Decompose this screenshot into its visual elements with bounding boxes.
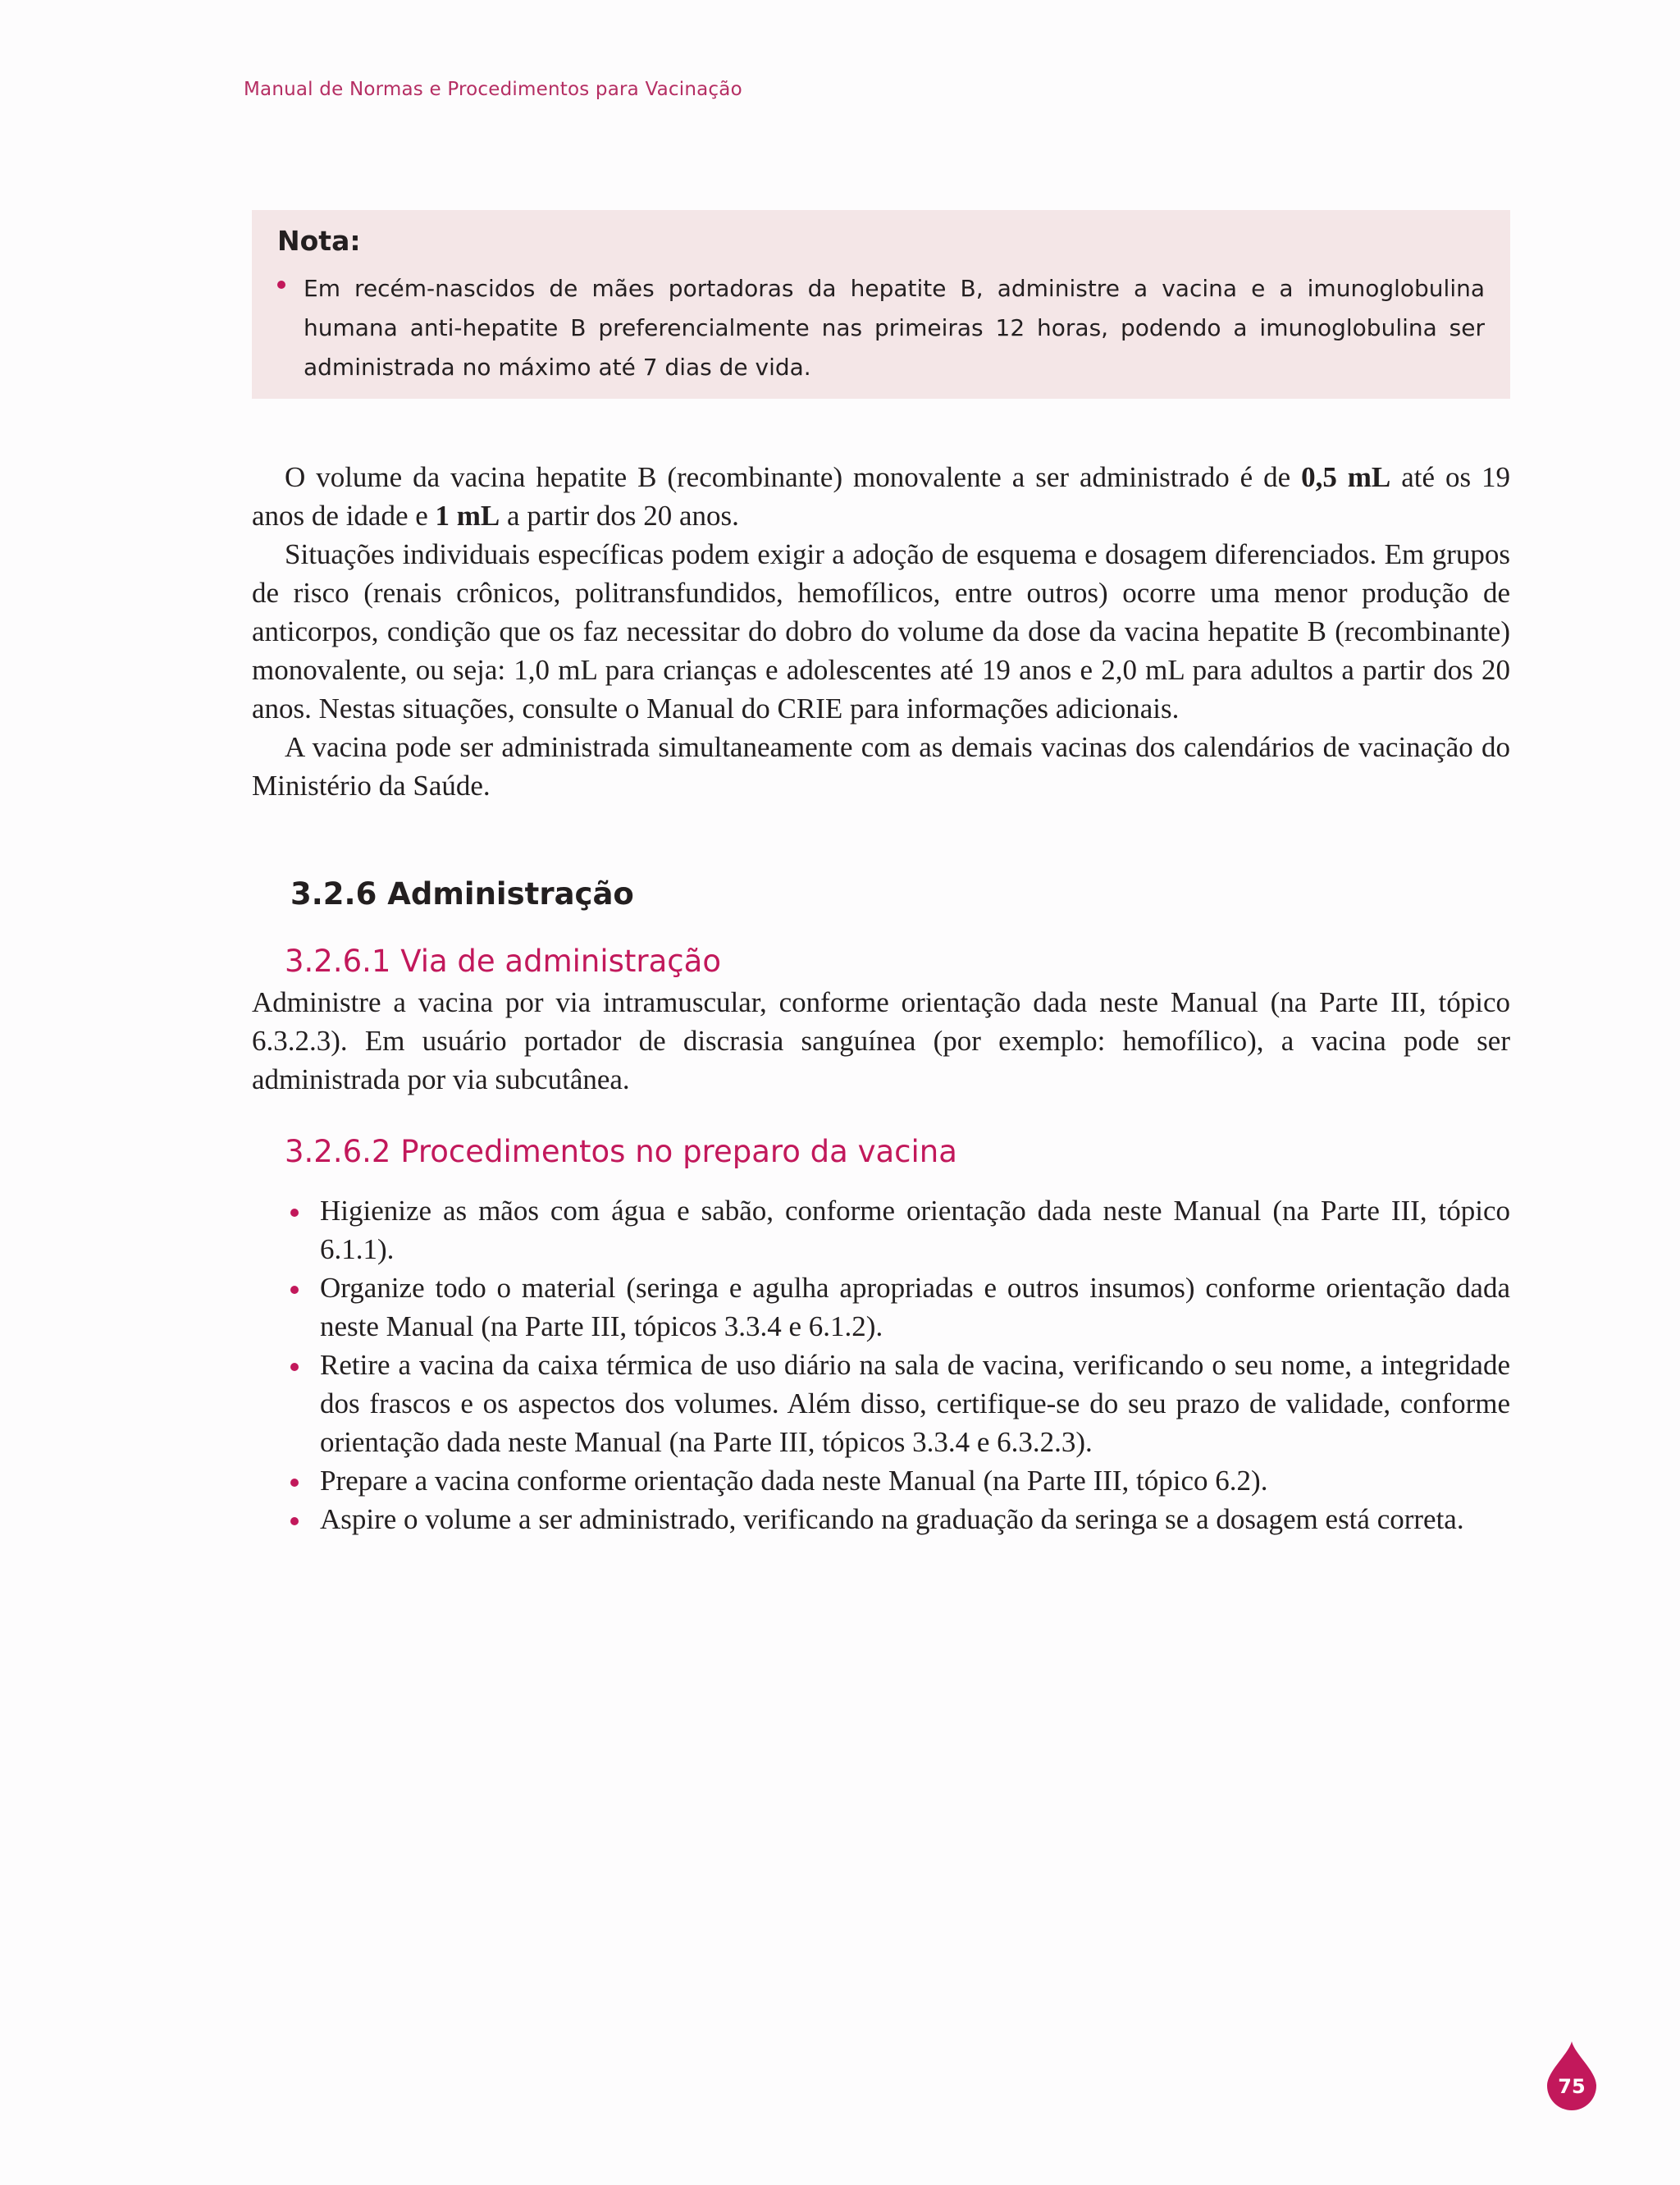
paragraph-route: Administre a vacina por via intramuscular, conforme orientação dada neste Manual (na Parte III, tópico 6.3.2.3). Em usuário portador de discrasia sanguínea (por exemplo: hemofílico), a vacina pode ser administrada por via subcutânea. (252, 986, 1510, 1095)
paragraph-special-situations: Situações individuais específicas podem exigir a adoção de esquema e dosagem diferenciados. Em grupos de risco (renais crônicos, politransfundidos, hemofílicos, entre outros) ocorre uma menor produção de anticorpos, condição que os faz necessitar do dobro do volume da dose da vacina hepatite B (recombinante) monovalente, ou seja: 1,0 mL para crianças e adolescentes até 19 anos e 2,0 mL para adultos a partir dos 20 anos. Nestas situações, consulte o Manual do CRIE para informações adicionais. (252, 538, 1510, 725)
subsection-heading-route: 3.2.6.1 Via de administração (285, 944, 721, 979)
list-item (285, 1461, 1510, 1500)
list-item-text: Aspire o volume a ser administrado, verificando na graduação da seringa se a dosagem está correta. (320, 1503, 1464, 1535)
note-title: Nota: (277, 225, 361, 257)
bullet-icon (277, 281, 285, 289)
preparation-list (285, 1191, 1510, 1538)
list-item (285, 1346, 1510, 1461)
list-item (285, 1268, 1510, 1346)
paragraph-volume (252, 458, 1510, 535)
page-number: 75 (1558, 2075, 1586, 2098)
paragraph-volume-part1: O volume da vacina hepatite B (recombinante) monovalente a ser administrado é de (285, 461, 1302, 493)
bullet-icon (290, 1517, 299, 1525)
list-item-text: Prepare a vacina conforme orientação dada neste Manual (na Parte III, tópico 6.2). (320, 1465, 1268, 1497)
bullet-icon (290, 1479, 299, 1487)
dose-bold-1: 0,5 mL (1301, 461, 1391, 493)
subsection-heading-preparation: 3.2.6.2 Procedimentos no preparo da vacina (285, 1134, 957, 1169)
note-box (252, 210, 1510, 399)
dose-bold-2: 1 mL (435, 500, 500, 532)
list-item-text: Retire a vacina da caixa térmica de uso diário na sala de vacina, verificando o seu nome, a integridade dos frascos e os aspectos dos volumes. Além disso, certifique-se do seu prazo de validade, conforme orientação dada neste Manual (na Parte III, tópicos 3.3.4 e 6.3.2.3). (320, 1349, 1510, 1458)
bullet-icon (290, 1209, 299, 1217)
list-item-text: Higienize as mãos com água e sabão, conforme orientação dada neste Manual (na Parte III, tópico 6.1.1). (320, 1195, 1510, 1265)
list-item (285, 1500, 1510, 1538)
bullet-icon (290, 1363, 299, 1371)
note-item-text: Em recém-nascidos de mães portadoras da hepatite B, administre a vacina e a imunoglobulina humana anti-hepatite B preferencialmente nas primeiras 12 horas, podendo a imunoglobulina ser administrada no máximo até 7 dias de vida. (304, 274, 1485, 381)
paragraph-volume-part2: até os 19 anos de idade e (252, 461, 1510, 532)
paragraph-simultaneous: A vacina pode ser administrada simultaneamente com as demais vacinas dos calendários de vacinação do Ministério da Saúde. (252, 731, 1510, 802)
list-item (285, 1191, 1510, 1268)
intro-paragraphs (252, 458, 1510, 805)
running-header: Manual de Normas e Procedimentos para Vacinação (244, 79, 742, 100)
section-heading: 3.2.6 Administração (290, 876, 634, 912)
list-item-text: Organize todo o material (seringa e agulha apropriadas e outros insumos) conforme orientação dada neste Manual (na Parte III, tópicos 3.3.4 e 6.1.2). (320, 1272, 1510, 1342)
bullet-icon (290, 1286, 299, 1294)
note-item (277, 269, 1485, 387)
paragraph-volume-part3: a partir dos 20 anos. (500, 500, 739, 532)
route-block (252, 983, 1510, 1099)
